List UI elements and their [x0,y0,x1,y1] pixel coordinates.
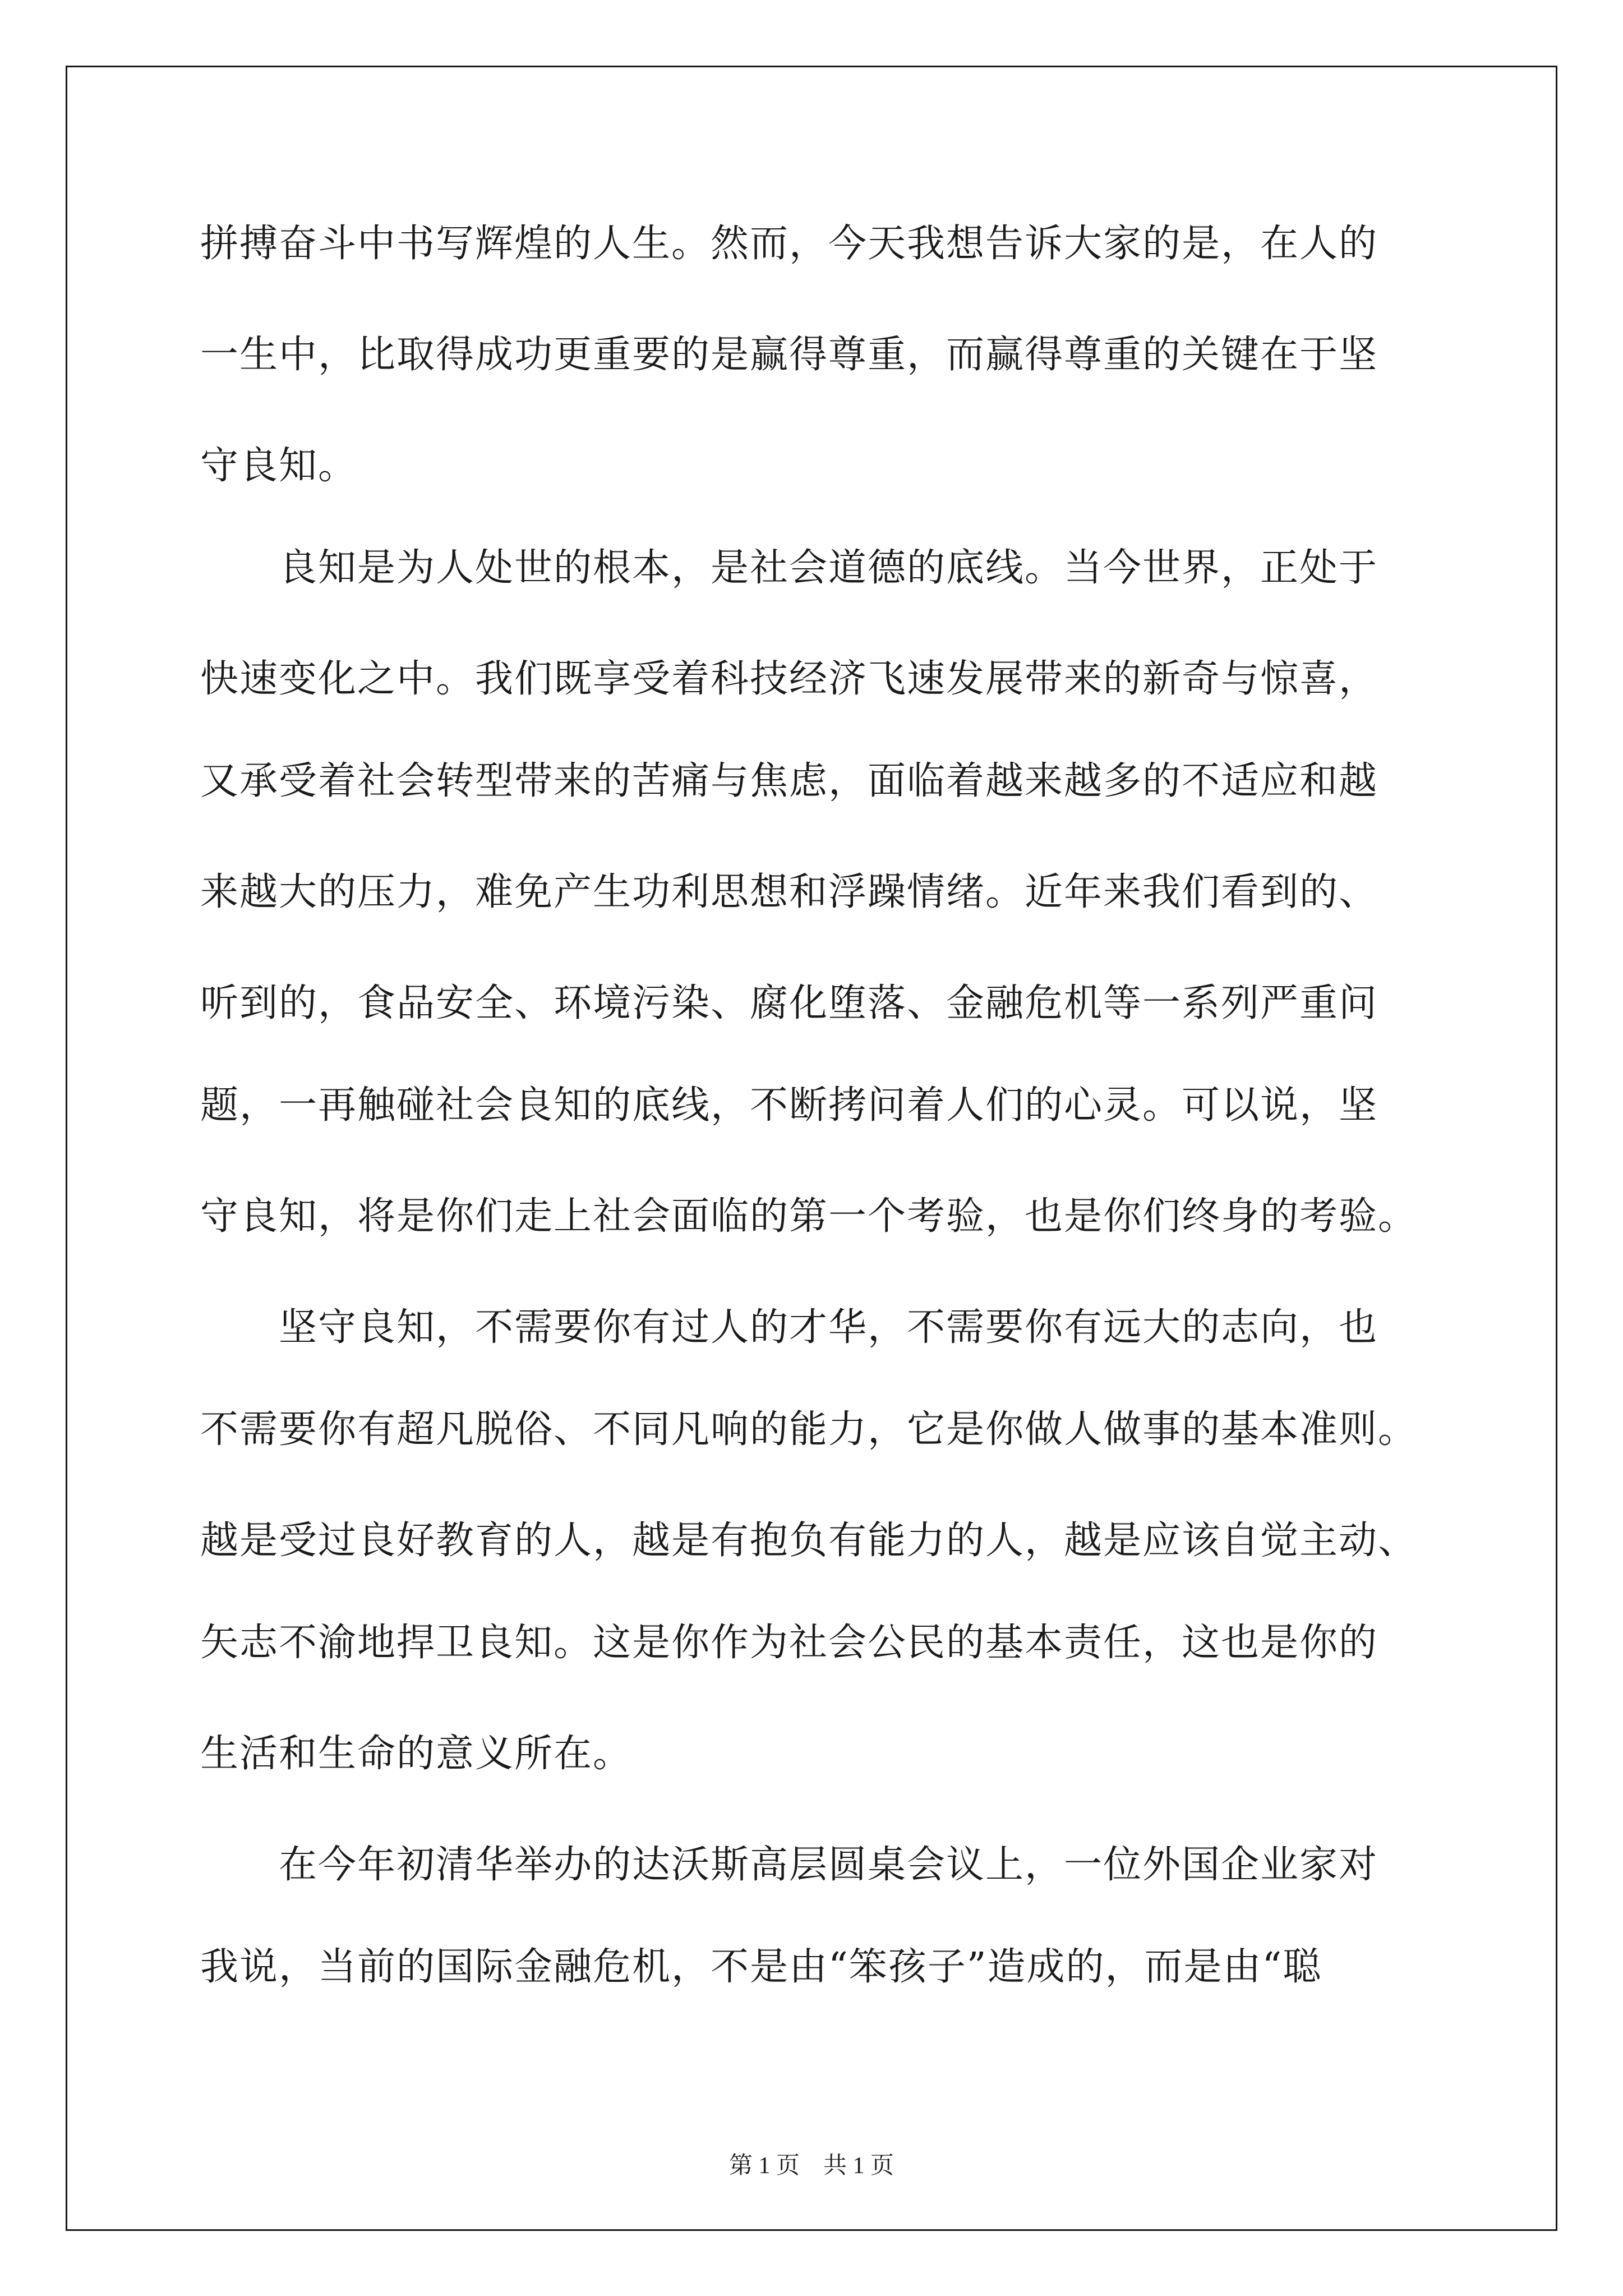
text-line: 不需要你有超凡脱俗、不同凡响的能力，它是你做人做事的基本准则。 [200,1407,1418,1452]
text-line: 守良知。 [200,444,358,488]
page-border [66,66,1557,2231]
text-line: 守良知，将是你们走上社会面临的第一个考验，也是你们终身的考验。 [200,1194,1418,1239]
text-line: 题，一再触碰社会良知的底线，不断拷问着人们的心灵。可以说，坚 [200,1083,1378,1128]
text-line: 坚守良知，不需要你有过人的才华，不需要你有远大的志向，也 [200,1305,1378,1350]
text-line: 快速变化之中。我们既享受着科技经济飞速发展带来的新奇与惊喜， [200,657,1378,701]
text-line: 来越大的压力，难免产生功利思想和浮躁情绪。近年来我们看到的、 [200,870,1378,914]
text-line: 越是受过良好教育的人，越是有抱负有能力的人，越是应该自觉主动、 [200,1519,1418,1563]
text-line: 我说，当前的国际金融危机，不是由“笨孩子”造成的，而是由“聪 [200,1945,1322,1989]
text-line: 在今年初清华举办的达沃斯高层圆桌会议上，一位外国企业家对 [200,1843,1378,1887]
text-line: 良知是为人处世的根本，是社会道德的底线。当今世界，正处于 [200,546,1378,590]
text-line: 听到的，食品安全、环境污染、腐化堕落、金融危机等一系列严重问 [200,981,1378,1025]
text-line: 拼搏奋斗中书写辉煌的人生。然而，今天我想告诉大家的是，在人的 [200,222,1378,266]
text-line: 矢志不渝地捍卫良知。这是你作为社会公民的基本责任，这也是你的 [200,1621,1378,1665]
page-footer: 第 1 页 共 1 页 [728,2153,894,2179]
text-line: 又承受着社会转型带来的苦痛与焦虑，面临着越来越多的不适应和越 [200,759,1378,803]
text-line: 一生中，比取得成功更重要的是赢得尊重，而赢得尊重的关键在于坚 [200,333,1378,377]
text-line: 生活和生命的意义所在。 [200,1732,633,1776]
